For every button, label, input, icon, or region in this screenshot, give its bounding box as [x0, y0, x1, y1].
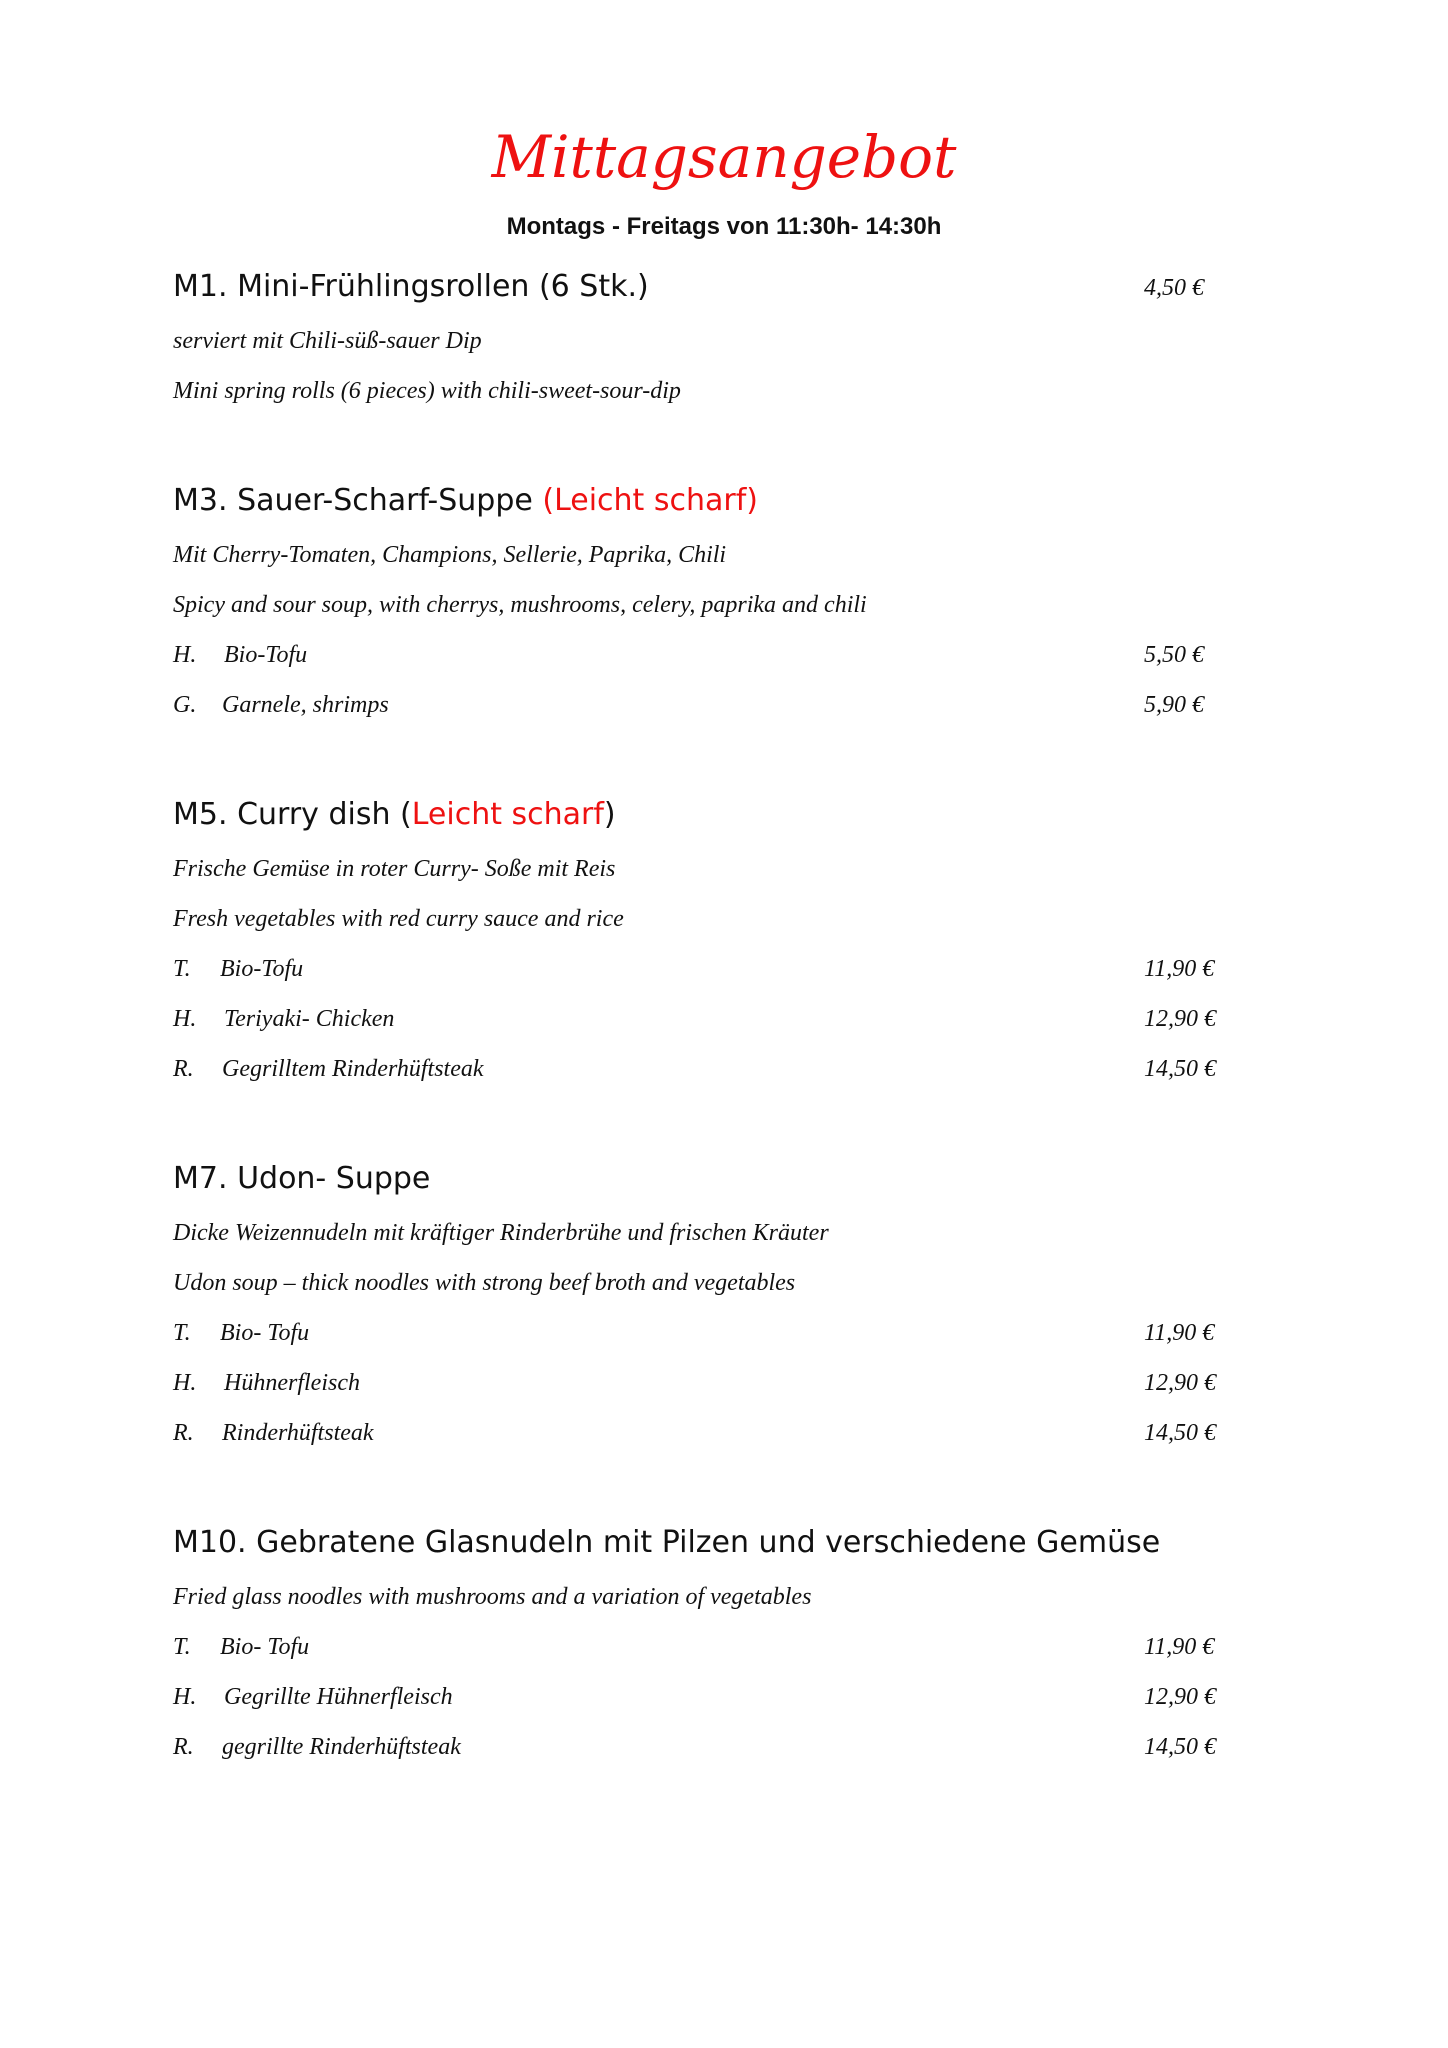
option-code: T.: [173, 1320, 191, 1346]
dish-code: M7.: [173, 1161, 228, 1196]
dish-heading-m5: [173, 797, 616, 832]
option-name: gegrillte Rinderhüftsteak: [222, 1734, 461, 1760]
option-name: Rinderhüftsteak: [222, 1420, 374, 1446]
dish-code: M5.: [173, 797, 228, 832]
option-name: Hühnerfleisch: [224, 1370, 360, 1396]
option-code: R.: [173, 1734, 194, 1760]
spicy-label: (Leicht scharf): [542, 483, 758, 518]
option-price: 14,50 €: [1144, 1734, 1216, 1760]
dish-name: Curry dish (: [237, 797, 412, 832]
option-name: Bio- Tofu: [220, 1634, 310, 1660]
option-price: 11,90 €: [1144, 1634, 1215, 1660]
dish-description-en: Mini spring rolls (6 pieces) with chili-sweet-sour-dip: [173, 378, 681, 404]
option-name: Gegrillte Hühnerfleisch: [224, 1684, 453, 1710]
dish-name: Gebratene Glasnudeln mit Pilzen und verschiedene Gemüse: [256, 1525, 1161, 1560]
option-code: H.: [173, 642, 197, 668]
page-title: Mittagsangebot: [491, 123, 957, 191]
option-price: 14,50 €: [1144, 1056, 1216, 1082]
dish-description-de: Dicke Weizennudeln mit kräftiger Rinderbrühe und frischen Kräuter: [173, 1220, 829, 1246]
dish-name: Mini-Frühlingsrollen (6 Stk.): [237, 269, 649, 304]
dish-code: M1.: [173, 269, 228, 304]
option-name: Teriyaki- Chicken: [224, 1006, 395, 1032]
option-code: H.: [173, 1370, 197, 1396]
option-name: Bio-Tofu: [224, 642, 308, 668]
option-code: T.: [173, 1634, 191, 1660]
option-name: Bio-Tofu: [220, 956, 304, 982]
option-price: 11,90 €: [1144, 1320, 1215, 1346]
option-code: H.: [173, 1006, 197, 1032]
option-price: 5,90 €: [1144, 692, 1204, 718]
option-code: T.: [173, 956, 191, 982]
option-price: 14,50 €: [1144, 1420, 1216, 1446]
dish-description-en: Spicy and sour soup, with cherrys, mushrooms, celery, paprika and chili: [173, 592, 867, 618]
dish-name: Sauer-Scharf-Suppe: [237, 483, 543, 518]
dish-description-de: Frische Gemüse in roter Curry- Soße mit Reis: [173, 856, 616, 882]
option-name: Garnele, shrimps: [222, 692, 389, 718]
dish-name-end: ): [603, 797, 616, 832]
dish-price-m1: 4,50 €: [1144, 275, 1204, 301]
dish-code: M10.: [173, 1525, 247, 1560]
option-code: R.: [173, 1420, 194, 1446]
dish-heading-m7: [173, 1161, 431, 1196]
dish-heading-m1: [173, 269, 649, 304]
option-code: H.: [173, 1684, 197, 1710]
spicy-label: Leicht scharf: [411, 797, 604, 832]
dish-code: M3.: [173, 483, 228, 518]
dish-description-de: serviert mit Chili-süß-sauer Dip: [173, 328, 482, 354]
option-code: R.: [173, 1056, 194, 1082]
dish-description-en: Fresh vegetables with red curry sauce and rice: [173, 906, 624, 932]
option-name: Bio- Tofu: [220, 1320, 310, 1346]
option-code: G.: [173, 692, 197, 718]
dish-description-de: Mit Cherry-Tomaten, Champions, Sellerie, Paprika, Chili: [173, 542, 727, 568]
dish-description-en: Fried glass noodles with mushrooms and a variation of vegetables: [173, 1584, 812, 1610]
option-price: 5,50 €: [1144, 642, 1204, 668]
option-price: 12,90 €: [1144, 1370, 1216, 1396]
option-price: 11,90 €: [1144, 956, 1215, 982]
dish-description-en: Udon soup – thick noodles with strong beef broth and vegetables: [173, 1270, 796, 1296]
opening-hours: Montags - Freitags von 11:30h- 14:30h: [506, 213, 942, 240]
dish-name: Udon- Suppe: [237, 1161, 431, 1196]
option-price: 12,90 €: [1144, 1006, 1216, 1032]
option-price: 12,90 €: [1144, 1684, 1216, 1710]
dish-heading-m3: [173, 483, 758, 518]
option-name: Gegrilltem Rinderhüftsteak: [222, 1056, 484, 1082]
dish-heading-m10: [173, 1525, 1161, 1560]
